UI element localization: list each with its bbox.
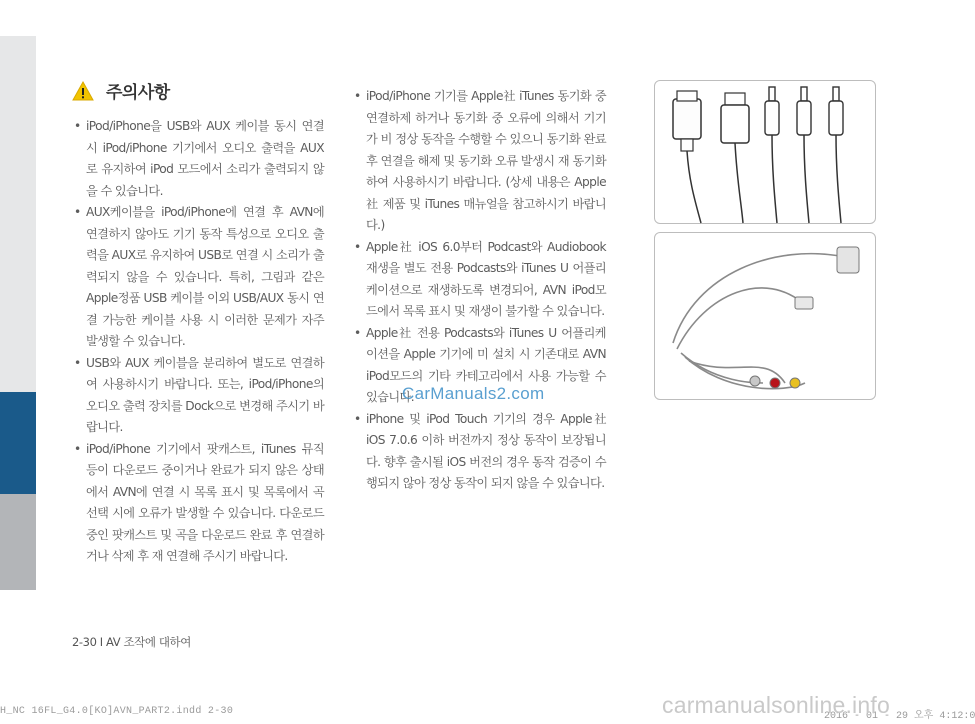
cable-connectors-illustration (655, 81, 875, 223)
left-column (72, 116, 324, 568)
caution-title: 주의사항 (106, 83, 170, 103)
list-item: • iPod/iPhone 기기를 Apple社 iTunes 동기화 중 연결하제 하거나 동기화 중 오류에 의해서 기기가 비 정상 동작을 수행할 수 있으니 동기화 완료 후 연결을 해제 및 동기화 오류 발생시 재 동기화하여 사용하시기 바랍니다. (상세 내용은 Apple社 제품 및 iTunes 매뉴얼을 참고하시기 바랍니다.) (352, 86, 606, 237)
side-tab-light (0, 36, 36, 392)
list-item: • USB와 AUX 케이블을 분리하여 별도로 연결하여 사용하시기 바랍니다. 또는, iPod/iPhone의 오디오 출력 장치를 Dock으로 변경해 주시기 바랍니다. (72, 353, 324, 439)
list-item: • Apple社 전용 Podcasts와 iTunes U 어플리케이션을 Apple 기기에 미 설치 시 기존대로 AVN iPod모드의 기타 카테고리에서 사용 가능할 수 있습니다. (352, 323, 606, 409)
list-item: • AUX케이블을 iPod/iPhone에 연결 후 AVN에 연결하지 않아도 기기 동작 특성으로 오디오 출력을 AUX로 유지하여 USB로 연결 시 소리가 출력되지 않을 수 있습니다. 특히, 그림과 같은 Apple정품 USB 케이블 이외 USB/AUX 동시 연결 가능한 케이블 사용 시 이러한 문제가 자주 발생할 수 있습니다. (72, 202, 324, 353)
list-item: • iPod/iPhone을 USB와 AUX 케이블 동시 연결 시 iPod/iPhone 기기에서 오디오 출력을 AUX로 유지하여 iPod 모드에서 소리가 출력되지 않을 수 있습니다. (72, 116, 324, 202)
side-tab-section-active (0, 392, 36, 494)
side-tab-gray (0, 494, 36, 590)
site-watermark: CarManuals2.com (402, 384, 545, 403)
list-item: • iPhone 및 iPod Touch 기기의 경우 Apple社 iOS 7.0.6 이하 버전까지 정상 동작이 보장됩니다. 향후 출시될 iOS 버전의 경우 동작 검증이 수행되지 않아 정상 동작이 되지 않을 수 있습니다. (352, 409, 606, 495)
page-footer: 2-30 I AV 조작에 대하여 (72, 635, 191, 649)
middle-bullet-list (352, 86, 606, 495)
list-item: • iPod/iPhone 기기에서 팟캐스트, iTunes 뮤직등이 다운로드 중이거나 완료가 되지 않은 상태에서 AVN에 연결 시 목록 표시 및 목록에서 곡 선택 시에 오류가 발생할 수 있습니다. 다운로드 중인 팟캐스트 및 곡을 다운로드 완료 후 연결하거나 삭제 후 재 연결해 주시기 바랍니다. (72, 439, 324, 568)
warning-triangle-icon (72, 81, 94, 101)
print-date: 2016 - 01 - 29 오후 4:12:0 (824, 711, 975, 722)
list-item: • Apple社 iOS 6.0부터 Podcast와 Audiobook 재생을 별도 전용 Podcasts와 iTunes U 어플리케이션으로 재생하도록 변경되어, AVN iPod모드에서 목록 표시 및 재생이 불가할 수 있습니다. (352, 237, 606, 323)
left-bullet-list (72, 116, 324, 568)
cable-photo-illustration (655, 233, 875, 399)
caution-heading (72, 78, 170, 103)
print-filename: H_NC 16FL_G4.0[KO]AVN_PART2.indd 2-30 (0, 706, 234, 717)
bottom-watermark: carmanualsonline.info (662, 692, 890, 718)
middle-column (352, 86, 606, 495)
cable-connectors-image (654, 80, 876, 224)
apple-av-cable-image (654, 232, 876, 400)
